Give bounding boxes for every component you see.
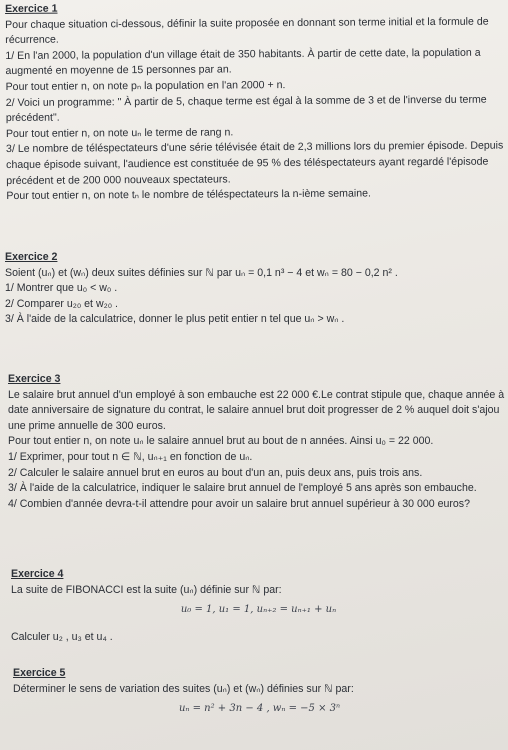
ex1-line: précédent". (5, 111, 60, 125)
ex2-question-2: 2/ Comparer u₂₀ et w₂₀ . (5, 297, 118, 310)
ex5-intro: Déterminer le sens de variation des suites (uₙ) et (wₙ) définies sur ℕ par: (13, 682, 354, 695)
ex2-question-3: 3/ À l'aide de la calculatrice, donner le plus petit entier n tel que uₙ > wₙ . (5, 313, 345, 326)
ex3-question-4: 4/ Combien d'année devra-t-il attendre pour avoir un salaire brut annuel supérieur à 30 000 euros? (8, 497, 470, 510)
ex1-line: Pour chaque situation ci-dessous, définir la suite proposée en donnant son terme initial et la formule de (5, 15, 489, 31)
ex2-question-1: 1/ Montrer que u₀ < w₀ . (5, 282, 118, 295)
ex1-line: Pour tout entier n, on note pₙ la population en l'an 2000 + n. (5, 79, 286, 93)
ex5-formula: uₙ = n² + 3n − 4 , wₙ = −5 × 3ⁿ (178, 703, 341, 715)
ex2-definition: Soient (uₙ) et (wₙ) deux suites définies sur ℕ par uₙ = 0,1 n³ − 4 et wₙ = 80 − 0,2 n² . (5, 266, 398, 279)
ex4-formula: u₀ = 1, u₁ = 1, uₙ₊₂ = uₙ₊₁ + uₙ (180, 604, 337, 616)
exercise-5-title: Exercice 5 (13, 667, 66, 679)
ex1-question-2: 2/ Voici un programme: " À partir de 5, chaque terme est égal à la somme de 3 et de l'inverse du terme (5, 93, 487, 109)
ex1-line: Pour tout entier n, on note tₙ le nombre de téléspectateurs la n-ième semaine. (6, 187, 372, 203)
ex3-question-3: 3/ À l'aide de la calculatrice, indiquer le salaire brut annuel de l'employé 5 ans après son embauche. (8, 482, 477, 495)
exercise-2-title: Exercice 2 (5, 251, 58, 263)
ex3-line: Le salaire brut annuel d'un employé à son embauche est 22 000 €.Le contrat stipule que, chaque année à (8, 388, 505, 401)
exercise-4 (11, 567, 506, 645)
ex4-intro: La suite de FIBONACCI est la suite (uₙ) définie sur ℕ par: (11, 583, 282, 596)
ex3-question-1: 1/ Exprimer, pour tout n ∈ ℕ, uₙ₊₁ en fonction de uₙ. (8, 450, 253, 463)
ex1-line: récurrence. (5, 33, 59, 47)
exercise-5 (13, 666, 506, 717)
exercise-4-title: Exercice 4 (11, 568, 64, 580)
exercise-3 (8, 372, 506, 512)
ex1-line: précédent et de 200 000 nouveaux spectateurs. (6, 172, 231, 187)
ex3-line: une prime annuelle de 300 euros. (8, 419, 166, 432)
ex1-line: chaque épisode suivant, l'audience est constituée de 95 % des téléspectateurs ayant regardé l'épisode (6, 155, 489, 171)
exercise-1 (5, 0, 507, 205)
ex3-line: Pour tout entier n, on note uₙ le salaire annuel brut au bout de n années. Ainsi u₀ = 22 000. (8, 435, 434, 448)
exercise-1-title: Exercice 1 (5, 2, 58, 15)
ex1-line: Pour tout entier n, on note uₙ le terme de rang n. (5, 126, 234, 140)
ex4-question: Calculer u₂ , u₃ et u₄ . (11, 630, 113, 643)
exercise-2 (5, 250, 506, 328)
ex1-line: augmenté en moyenne de 15 personnes par an. (5, 63, 232, 78)
ex1-question-1: 1/ En l'an 2000, la population d'un village était de 350 habitants. À partir de cette date, la population a (5, 46, 481, 62)
ex1-question-3: 3/ Le nombre de téléspectateurs d'une série télévisée était de 2,3 millions lors du premier épisode. Depuis (5, 139, 504, 156)
ex3-line: date anniversaire de signature du contrat, le salaire annuel brut doit progresser de 2 % auquel doit s'ajou (8, 404, 500, 417)
ex3-question-2: 2/ Calculer le salaire annuel brut en euros au bout d'un an, puis deux ans, puis trois ans. (8, 466, 423, 479)
exercise-3-title: Exercice 3 (8, 373, 61, 385)
